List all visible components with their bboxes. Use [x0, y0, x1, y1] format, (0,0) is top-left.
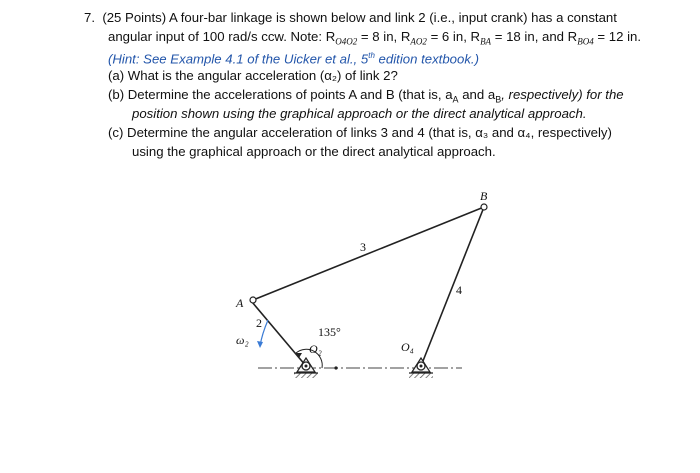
- part-b-line-2: position shown using the graphical approach or the direct analytical approach.: [132, 106, 587, 121]
- part-c-line-2: using the graphical approach or the direct analytical approach.: [132, 144, 496, 159]
- part-b-line-1: (b) Determine the accelerations of points A and B (that is, $a_A$ and $a_B$, respectively) for the: [108, 87, 624, 105]
- label-link-2: 2: [256, 316, 262, 330]
- label-angle: 135°: [318, 325, 341, 339]
- label-b: B: [480, 189, 488, 203]
- part-a: (a) What is the angular acceleration (α₂) of link 2?: [108, 68, 398, 83]
- link-2: [252, 302, 306, 366]
- link-4: [421, 207, 484, 366]
- label-omega: ω₂: [236, 333, 249, 347]
- hint-line: (Hint: See Example 4.1 of the Uicker et al., 5th edition textbook.): [108, 51, 479, 67]
- problem-number: 7.: [84, 10, 95, 25]
- link-3: [253, 207, 484, 300]
- label-o4: O₄: [401, 340, 414, 354]
- pin-b: [481, 204, 487, 210]
- omega-arrowhead: [257, 341, 263, 348]
- label-a: A: [236, 296, 244, 310]
- ground-dot: [334, 366, 337, 369]
- label-link-4: 4: [456, 283, 462, 297]
- pin-a: [250, 297, 256, 303]
- label-o2: O₂: [309, 342, 322, 356]
- problem-line-2: angular input of 100 rad/s ccw. Note: $R_{O4O2} = 8$ in, $R_{AO2} = 6$ in, $R_{BA} = 18$ in, and $R_{BO4} = 12$ in.: [108, 29, 642, 47]
- label-link-3: 3: [360, 240, 366, 254]
- problem-line-1: 7. (25 Points) A four-bar linkage is shown below and link 2 (i.e., input crank) has a constant: [84, 10, 617, 25]
- part-c-line-1: (c) Determine the angular acceleration of links 3 and 4 (that is, α₃ and α₄, respectively): [108, 125, 612, 140]
